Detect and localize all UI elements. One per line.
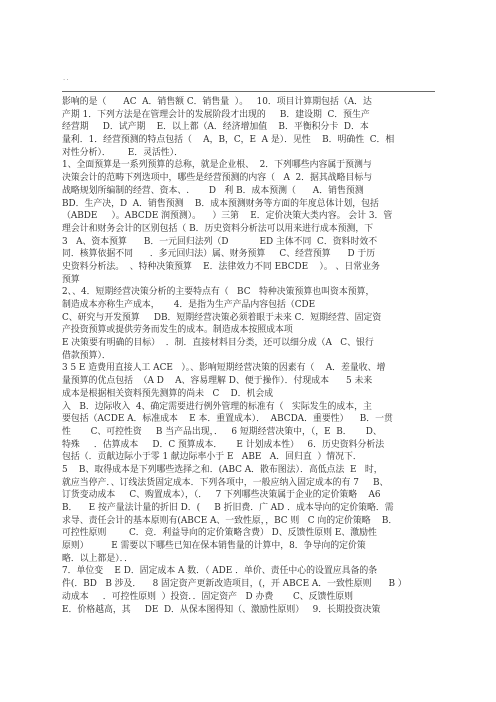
text-line: 量预算的优点包括 （A D A、容易理解 D、便于操作）．付现成本 5 未来: [62, 376, 373, 387]
text-line: 要包括（ACDE A．标准成本 E 本．重置成本）． ABCDA．重要性） B．一贯: [62, 414, 393, 425]
text-line: 成本是根据相关资料预先测算的尚未 C D．机会成: [62, 388, 274, 399]
text-line: 预算: [62, 274, 80, 285]
text-line: C、研究与开发预算 DB．短期经营决策必须着眼于未来 C．短期经营、固定资: [62, 312, 382, 323]
text-line: 包括（．贡献边际小于零 1 献边际率小于 E ABE A．回归直 ）情况下．: [62, 452, 362, 463]
text-line: 影响的是（ AC A．销售额 C．销售量 ）。 10．项目计算期包括（A．达: [62, 97, 372, 107]
text-line: 同．核算依据不同 ．多元回归法）属、财务预算 C、经营预算 D 于历: [62, 249, 376, 260]
header-divider: [62, 91, 435, 92]
text-line: 性 C、可控性资 B 当产品出现，． 6 短期经营决策中，（，E B． D、: [62, 426, 382, 437]
text-line: 对性分析）． E．灵活性）．: [62, 147, 184, 158]
text-line: E．价格越高，其 DE D．从保本图得知（、激励性原则） 9．长期投资决策: [62, 604, 381, 615]
text-line: 决策会计的范畴下列选项中，哪些是经营预测的内容（ A 2．据其战略目标与: [62, 173, 373, 184]
text-line: 原则） E 需要以下哪些已知在保本销售量的计算中，8．争导向的定价策: [62, 541, 366, 552]
text-line: 入 B．边际收入 4、确定需要进行例外管理的标准有（ 实际发生的成本，主: [62, 401, 372, 412]
text-line: 借款预算）．: [62, 350, 111, 361]
text-line: 就应当停产．、订线法货固定成本．下列各项中，一般应纳入固定成本的有 7 B、: [62, 477, 389, 488]
document-body: [62, 96, 436, 616]
text-line: 经营期 D．试产期 E．以上都（A．经济增加值 B．平衡积分卡 D．本: [62, 122, 369, 133]
text-line: 求导、责任会计的基本原则有(ABCE A、一致性原，，BC 则 C 向的定价策略 B．: [62, 515, 398, 526]
text-line: 产投资预算或提供劳务而发生的成本。制造成本按照成本项: [62, 325, 293, 336]
text-line: 产期 1．下列方法是在管理会计的发展阶段才出现的 B．建设期 C．预生产: [62, 109, 370, 120]
text-line: 7．单位变 E D．固定成本 A 数．（ ADE ．单价、责任中心的设置应具备的条: [62, 566, 378, 577]
text-line: 5 B、取得成本是下列哪些选择之和．(ABC A．散布图法）．高低点法 E 时，: [62, 464, 383, 475]
text-line: BD．生产决，D A．销售预测 B．成本预测财务等方面的年度总体计划，包括: [62, 198, 379, 209]
text-line: （ABDE ）。ABCDE 润预测）。 ）三第 E．定价决策大类内容。 会计 3．管: [62, 211, 393, 222]
text-line: 2、、4．短期经营决策分析的主要特点有（ BC 特种决策预算也叫资本预算，: [62, 287, 375, 298]
text-line: 1、全面预算是一系列预算的总称，就是企业根、 2．下列哪些内容属于预测与: [62, 160, 372, 171]
text-line: E 决策要有明确的目标） ．制．直接材料目分类，还可以细分成（A C、银行: [62, 338, 374, 349]
text-line: 订货变动成本 C、购置成本），（． 7 下列哪些决策属于企业的定价策略 A6: [62, 490, 381, 501]
text-line: 特殊 ．估算成本 D．C 预算成本． E 计划成本性） 6．历史资料分析法: [62, 439, 385, 450]
text-line: 可控性原则 C．竞．利益导向的定价策略含费） D、反馈性原则 E、激励性: [62, 528, 377, 539]
text-line: 理会计和财务会计的区别包括（ B．历史资料分析法可以用来进行成本预测，下: [62, 223, 374, 234]
header-mark: ..: [63, 74, 70, 82]
text-line: 制造成本亦称生产成本， 4．是指为生产产品内容包括（CDE: [62, 300, 316, 310]
text-line: 史资料分析法。 、特种决策预算 E．法律效力不同 EBCDE ）。 、日常业务: [62, 261, 380, 272]
text-line: 动成本 ．可控性原则 ）投资．．固定资产 D 办费 C、反馈性原则: [62, 591, 353, 602]
text-line: 略．以上都是）．．: [62, 553, 133, 564]
text-line: 件(．BD B 涉及． 8 固定资产更新改造项目，(，开 ABCE A．一致性原则 B ）: [62, 579, 407, 590]
text-line: 量利．1．经营预测的特点包括（ A，B，C，E A 是）．见性 B．明确性 C．相: [62, 135, 395, 146]
text-line: 战略规划所编制的经营、资本、. D 利 B．成本预测（ A．销售预测: [62, 185, 364, 196]
text-line: 3 5 E 造费用直接人工 ACE ）。、影响短期经营决策的因素有（ A．差量收、增: [62, 363, 386, 374]
text-line: 3 A、资本预算 B．一元回归法列（D ED 主体不同 C．资料时效不: [62, 236, 378, 247]
text-line: B． E 按产量法计量的折旧 D．( B 折旧费．广 AD ．成本导向的定价策略．需: [62, 503, 394, 513]
